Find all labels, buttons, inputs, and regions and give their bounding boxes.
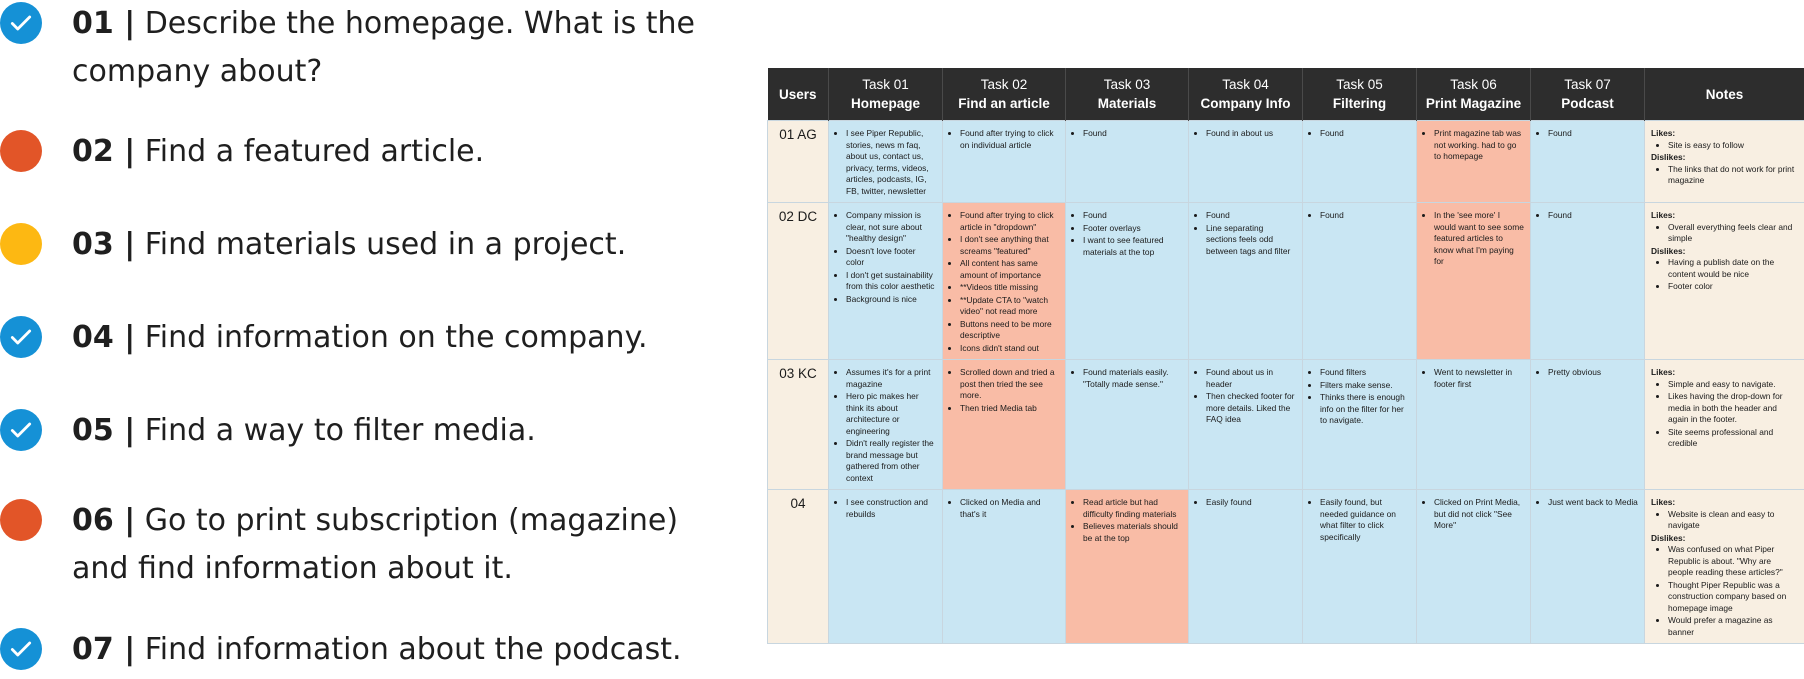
bullet-item: • Found after trying to click on individual article: [960, 128, 1059, 151]
observation-list: [835, 128, 936, 197]
task-number: Task 06: [1450, 77, 1497, 92]
observation-list: [949, 367, 1059, 414]
task-item: [0, 128, 712, 176]
observation-cell: [1417, 121, 1531, 203]
task-description: [72, 407, 712, 455]
task-number: Task 04: [1222, 77, 1269, 92]
observation-cell: [1531, 121, 1645, 203]
status-failed-marker: [0, 130, 42, 172]
likes-list: [1651, 140, 1798, 152]
participant-id: 03 KC: [768, 360, 829, 490]
bullet-item: • Filters make sense.: [1320, 380, 1410, 392]
dislikes-list: [1651, 544, 1798, 638]
task-title: Print Magazine: [1425, 96, 1522, 111]
observation-cell: [1531, 203, 1645, 360]
observation-cell: [1189, 121, 1303, 203]
task-text: Find information about the podcast.: [144, 632, 682, 667]
bullet-item: • I want to see featured materials at the top: [1083, 235, 1182, 258]
participant-id: 01 AG: [768, 121, 829, 203]
task-description: [72, 314, 712, 362]
dislikes-label: Dislikes:: [1651, 245, 1686, 256]
check-icon: [8, 417, 34, 443]
observation-list: [949, 128, 1059, 151]
bullet-item: • Print magazine tab was not working. had to go to homepage: [1434, 128, 1524, 163]
task-text: Find a featured article.: [144, 134, 485, 169]
observation-cell: [829, 490, 943, 644]
task-description: [72, 497, 712, 593]
task-title: Podcast: [1561, 96, 1614, 111]
observation-list: [1423, 497, 1524, 532]
bullet-item: • Thought Piper Republic was a construction company based on homepage image: [1668, 580, 1798, 615]
bullet-item: • Found materials easily. "Totally made sense.": [1083, 367, 1182, 390]
observation-list: [1072, 497, 1182, 544]
task-list: [0, 0, 720, 679]
observation-list: [1072, 128, 1182, 140]
status-done-marker: [0, 628, 42, 670]
task-item: [0, 626, 712, 674]
bullet-item: • Didn't really register the brand message but gathered from other context: [846, 438, 936, 484]
bullet-item: • Footer color: [1668, 281, 1798, 293]
observation-cell: [1189, 490, 1303, 644]
task-number: Task 03: [1103, 77, 1151, 92]
bullet-item: • All content has same amount of importance: [960, 258, 1059, 281]
bullet-item: • The links that do not work for print magazine: [1668, 164, 1798, 187]
task-number: 07 |: [72, 632, 136, 667]
notes-cell: [1645, 490, 1804, 644]
bullet-item: • Easily found: [1206, 497, 1296, 509]
observation-cell: [943, 490, 1066, 644]
bullet-item: • Footer overlays: [1083, 223, 1182, 235]
observation-cell: [1303, 203, 1417, 360]
task-title: Materials: [1097, 96, 1157, 111]
task-item: [0, 221, 712, 269]
observation-cell: [1189, 360, 1303, 490]
observation-cell: [1066, 121, 1189, 203]
dislikes-list: [1651, 257, 1798, 293]
observation-list: [1537, 210, 1638, 222]
bullet-item: • Went to newsletter in footer first: [1434, 367, 1524, 390]
participant-id: 04: [768, 490, 829, 644]
observation-cell: [943, 203, 1066, 360]
bullet-item: • Found: [1206, 210, 1296, 222]
observation-cell: [943, 360, 1066, 490]
task-06-column-header: [1417, 68, 1531, 121]
observation-cell: [1531, 360, 1645, 490]
observation-cell: [1066, 203, 1189, 360]
task-number: 06 |: [72, 503, 136, 538]
status-done-marker: [0, 316, 42, 358]
bullet-item: • Just went back to Media: [1548, 497, 1638, 509]
bullet-item: • I see construction and rebuilds: [846, 497, 936, 520]
likes-list: [1651, 379, 1798, 450]
task-item: [0, 497, 712, 593]
bullet-item: • Would prefer a magazine as banner: [1668, 615, 1798, 638]
check-icon: [8, 324, 34, 350]
usability-results-table: [767, 68, 1804, 644]
task-text: Find information on the company.: [144, 320, 648, 355]
bullet-item: • Found: [1083, 210, 1182, 222]
bullet-item: • **Videos title missing: [960, 282, 1059, 294]
task-05-column-header: [1303, 68, 1417, 121]
notes-cell: [1645, 360, 1804, 490]
bullet-item: • **Update CTA to "watch video" not read more: [960, 295, 1059, 318]
bullet-item: • Scrolled down and tried a post then tried the see more.: [960, 367, 1059, 402]
bullet-item: • Background is nice: [846, 294, 936, 306]
bullet-item: • Found: [1548, 128, 1638, 140]
task-title: Filtering: [1332, 96, 1387, 111]
observation-cell: [829, 360, 943, 490]
bullet-item: • Clicked on Print Media, but did not click "See More": [1434, 497, 1524, 532]
status-partial-marker: [0, 223, 42, 265]
bullet-item: • I don't get sustainability from this color aesthetic: [846, 270, 936, 293]
task-text: Describe the homepage. What is the company about?: [72, 6, 696, 89]
bullet-item: • Site is easy to follow: [1668, 140, 1798, 152]
task-item: [0, 314, 712, 362]
task-description: [72, 626, 712, 674]
task-item: [0, 407, 712, 455]
dislikes-label: Dislikes:: [1651, 152, 1686, 162]
task-title: Company Info: [1200, 96, 1291, 111]
observation-list: [1423, 367, 1524, 390]
likes-label: Likes:: [1651, 497, 1676, 507]
observation-list: [1309, 367, 1410, 427]
observation-list: [1537, 367, 1638, 379]
bullet-item: • Site seems professional and credible: [1668, 427, 1798, 450]
check-icon: [8, 10, 34, 36]
task-number: 05 |: [72, 413, 136, 448]
observation-list: [949, 210, 1059, 354]
observation-cell: [829, 203, 943, 360]
status-done-marker: [0, 2, 42, 44]
bullet-item: • Pretty obvious: [1548, 367, 1638, 379]
task-number: 02 |: [72, 134, 136, 169]
task-01-column-header: [829, 68, 943, 121]
observation-list: [1309, 497, 1410, 543]
notes-cell: [1645, 121, 1804, 203]
bullet-item: • Likes having the drop-down for media in both the header and again in the footer.: [1668, 391, 1798, 426]
bullet-item: • Icons didn't stand out: [960, 343, 1059, 355]
bullet-item: • Then checked footer for more details. Liked the FAQ idea: [1206, 391, 1296, 426]
task-number: Task 01: [862, 77, 909, 92]
task-text: Go to print subscription (magazine) and find information about it.: [72, 503, 679, 586]
likes-label: Likes:: [1651, 367, 1676, 377]
task-03-column-header: [1066, 68, 1189, 121]
table-row: [768, 490, 1804, 644]
likes-label: Likes:: [1651, 128, 1676, 138]
participant-id: 02 DC: [768, 203, 829, 360]
observation-cell: [1189, 203, 1303, 360]
task-description: [72, 221, 712, 269]
bullet-item: • Was confused on what Piper Republic is about. "Why are people reading these articles?": [1668, 544, 1798, 579]
task-description: [72, 128, 712, 176]
observation-list: [1423, 210, 1524, 268]
bullet-item: • Found: [1320, 210, 1410, 222]
bullet-item: • Then tried Media tab: [960, 403, 1059, 415]
task-02-column-header: [943, 68, 1066, 121]
users-column-header: Users: [768, 68, 829, 121]
notes-column-header: Notes: [1645, 68, 1804, 121]
observation-cell: [829, 121, 943, 203]
bullet-item: • Found: [1320, 128, 1410, 140]
observation-list: [1195, 210, 1296, 257]
observation-list: [1072, 210, 1182, 258]
status-done-marker: [0, 409, 42, 451]
likes-list: [1651, 222, 1798, 245]
bullet-item: • Found filters: [1320, 367, 1410, 379]
task-item: [0, 0, 712, 96]
task-title: Find an article: [958, 96, 1050, 111]
task-number: Task 07: [1564, 77, 1611, 92]
likes-list: [1651, 509, 1798, 532]
status-failed-marker: [0, 499, 42, 541]
task-number: Task 05: [1336, 77, 1383, 92]
table-row: [768, 360, 1804, 490]
dislikes-list: [1651, 164, 1798, 187]
bullet-item: • Easily found, but needed guidance on what filter to click specifically: [1320, 497, 1410, 543]
observation-list: [949, 497, 1059, 520]
bullet-item: • Having a publish date on the content would be nice: [1668, 257, 1798, 280]
observation-list: [1072, 367, 1182, 390]
observation-list: [1537, 128, 1638, 140]
table-body: [768, 121, 1804, 644]
observation-list: [835, 367, 936, 484]
bullet-item: • Simple and easy to navigate.: [1668, 379, 1798, 391]
bullet-item: • Website is clean and easy to navigate: [1668, 509, 1798, 532]
observation-cell: [1531, 490, 1645, 644]
bullet-item: • Thinks there is enough info on the filter for her to navigate.: [1320, 392, 1410, 427]
task-text: Find a way to filter media.: [144, 413, 536, 448]
bullet-item: • Believes materials should be at the top: [1083, 521, 1182, 544]
task-number: 04 |: [72, 320, 136, 355]
task-04-column-header: [1189, 68, 1303, 121]
observation-cell: [1303, 360, 1417, 490]
table-header-row: [768, 68, 1804, 121]
bullet-item: • Read article but had difficulty finding materials: [1083, 497, 1182, 520]
observation-cell: [1303, 121, 1417, 203]
bullet-item: • I see Piper Republic, stories, news m faq, about us, contact us, privacy, terms, videos, articles, podcasts, IG, FB, twitter, newsletter: [846, 128, 936, 197]
notes-cell: [1645, 203, 1804, 360]
bullet-item: • Found in about us: [1206, 128, 1296, 140]
observation-list: [1537, 497, 1638, 509]
bullet-item: • Line separating sections feels odd between tags and filter: [1206, 223, 1296, 258]
task-number: 03 |: [72, 227, 136, 262]
bullet-item: • In the 'see more' I would want to see some featured articles to know what I'm paying for: [1434, 210, 1524, 268]
observation-list: [1195, 367, 1296, 426]
observation-cell: [1417, 490, 1531, 644]
observation-cell: [943, 121, 1066, 203]
observation-list: [1309, 210, 1410, 222]
table-row: [768, 121, 1804, 203]
observation-list: [1195, 128, 1296, 140]
task-number: Task 02: [980, 77, 1028, 92]
task-number: 01 |: [72, 6, 136, 41]
likes-label: Likes:: [1651, 210, 1676, 220]
observation-list: [1309, 128, 1410, 140]
observation-cell: [1066, 360, 1189, 490]
task-text: Find materials used in a project.: [144, 227, 627, 262]
observation-cell: [1417, 360, 1531, 490]
check-icon: [8, 636, 34, 662]
observation-list: [835, 210, 936, 305]
observation-list: [1195, 497, 1296, 509]
bullet-item: • Doesn't love footer color: [846, 246, 936, 269]
bullet-item: • Found: [1548, 210, 1638, 222]
observation-cell: [1303, 490, 1417, 644]
observation-cell: [1066, 490, 1189, 644]
bullet-item: • Found about us in header: [1206, 367, 1296, 390]
task-07-column-header: [1531, 68, 1645, 121]
observation-list: [835, 497, 936, 520]
bullet-item: • Assumes it's for a print magazine: [846, 367, 936, 390]
dislikes-label: Dislikes:: [1651, 532, 1686, 543]
task-title: Homepage: [850, 96, 921, 111]
observation-list: [1423, 128, 1524, 163]
bullet-item: • Found: [1083, 128, 1182, 140]
bullet-item: • Company mission is clear, not sure about "healthy design": [846, 210, 936, 245]
bullet-item: • I don't see anything that screams "featured": [960, 234, 1059, 257]
bullet-item: • Found after trying to click article in "dropdown": [960, 210, 1059, 233]
task-description: [72, 0, 712, 96]
bullet-item: • Clicked on Media and that's it: [960, 497, 1059, 520]
observation-cell: [1417, 203, 1531, 360]
table-row: [768, 203, 1804, 360]
bullet-item: • Overall everything feels clear and simple: [1668, 222, 1798, 245]
bullet-item: • Hero pic makes her think its about architecture or engineering: [846, 391, 936, 437]
bullet-item: • Buttons need to be more descriptive: [960, 319, 1059, 342]
